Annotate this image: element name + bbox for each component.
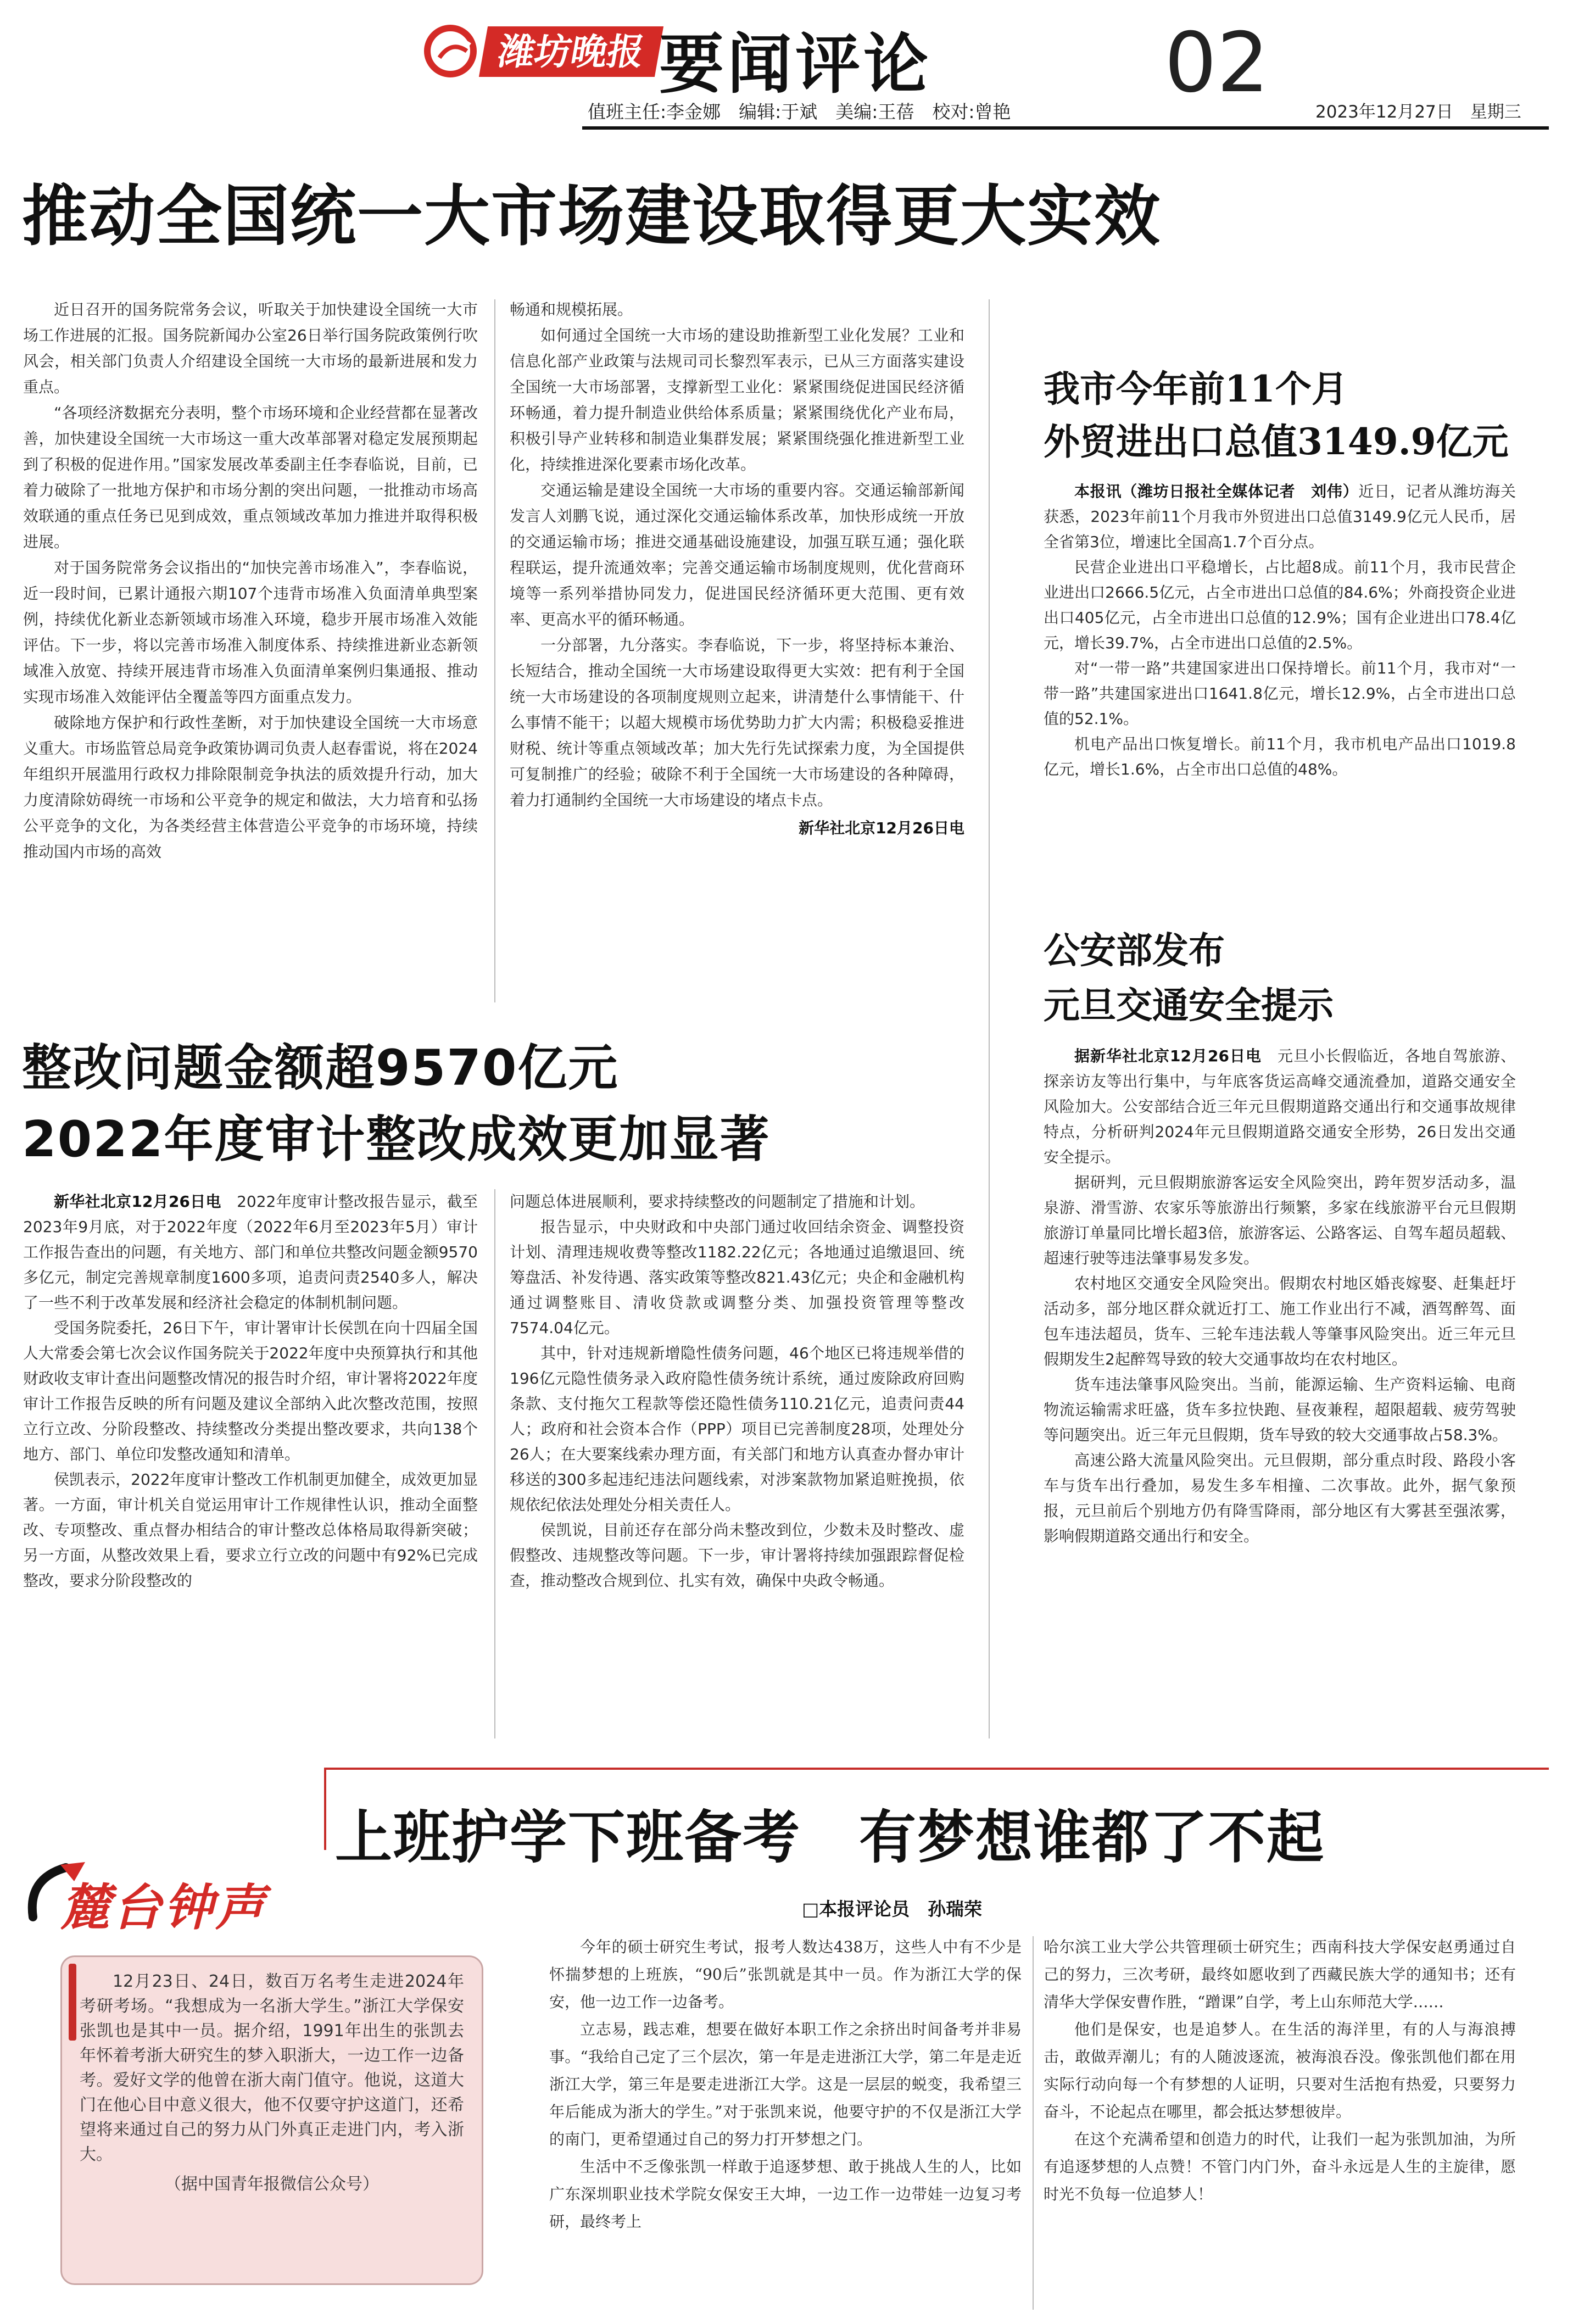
column-divider (494, 1189, 495, 1738)
police-paragraph: 据新华社北京12月26日电 元旦小长假临近，各地自驾旅游、探亲访友等出行集中，与年底客货运高峰交通流叠加，道路交通安全风险加大。公安部结合近三年元旦假期道路交通出行和交通事故规律特点，分析研判2024年元旦假期道路交通安全形势，26日发出交通安全提示。 (1044, 1047, 1516, 1166)
commentary-col-1 (549, 1933, 1022, 2236)
police-paragraph: 农村地区交通安全风险突出。假期农村地区婚丧嫁娶、赶集赶圩活动多，部分地区群众就近打工、施工作业出行不减，酒驾醉驾、面包车违法超员，货车、三轮车违法载人等肇事风险突出。近三年元旦假期发生2起醉驾导致的较大交通事故均在农村地区。 (1044, 1274, 1516, 1368)
audit-headline-line2: 2022年度审计整改成效更加显著 (22, 1111, 771, 1168)
lead-paragraph: 畅通和规模拓展。 (510, 300, 633, 319)
police-headline-line1: 公安部发布 (1044, 929, 1225, 972)
column-divider (1033, 1936, 1034, 2310)
police-paragraph: 据研判，元旦假期旅游客运安全风险突出，跨年贺岁活动多，温泉游、滑雪游、农家乐等旅游出行频繁，多家在线旅游平台元旦假期旅游订单量同比增长超3倍，旅游客运、公路客运、自驾车超员超载、超速行驶等违法肇事易发多发。 (1044, 1173, 1516, 1267)
column-divider (989, 299, 990, 1738)
trade-article (1044, 363, 1516, 782)
police-dateline: 据新华社北京12月26日电 (1074, 1047, 1262, 1065)
brand-logo (423, 21, 659, 81)
police-paragraph: 高速公路大流量风险突出。元旦假期，部分重点时段、路段小客车与货车出行叠加，易发生多车相撞、二次事故。此外，据气象预报，元旦前后个别地方仍有降雪降雨，部分地区有大雾甚至强浓雾，影响假期道路交通出行和安全。 (1044, 1451, 1516, 1545)
audit-paragraph: 侯凯说，目前还存在部分尚未整改到位，少数未及时整改、虚假整改、违规整改等问题。下一步，审计署将持续加强跟踪督促检查，推动整改合规到位、扎实有效，确保中央政令畅通。 (510, 1521, 964, 1590)
lead-headline: 推动全国统一大市场建设取得更大实效 (22, 179, 1161, 255)
commentary-paragraph: 生活中不乏像张凯一样敢于追逐梦想、敢于挑战人生的人，比如广东深圳职业技术学院女保安王大坤，一边工作一边带娃一边复习考研，最终考上 (549, 2158, 1022, 2231)
audit-paragraph: 报告显示，中央财政和中央部门通过收回结余资金、调整投资计划、清理违规收费等整改1182.22亿元；各地通过追缴退回、统筹盘活、补发待遇、落实政策等整改821.43亿元；央企和金融机构通过调整账目、清收贷款或调整分类、加强投资管理等整改7574.04亿元。 (510, 1218, 964, 1337)
lead-paragraph: “各项经济数据充分表明，整个市场环境和企业经营都在显著改善，加快建设全国统一大市场这一重大改革部署对稳定发展预期起到了积极的促进作用。”国家发展改革委副主任李春临说，目前，已着力破除了一批地方保护和市场分割的突出问题，一批推动市场高效联通的重点任务已见到成效，重点领域改革加力推进并取得积极进展。 (23, 404, 478, 551)
commentary-paragraph: 立志易，践志难，想要在做好本职工作之余挤出时间备考并非易事。“我给自己定了三个层次，第一年是走进浙江大学，第二年是走近浙江大学，第三年是要走进浙江大学。这是一层层的蜕变，我希望三年后能成为浙大的学生。”对于张凯来说，他要守护的不仅是浙江大学的南门，更希望通过自己的努力打开梦想之门。 (549, 2020, 1022, 2148)
commentary-headline: 上班护学下班备考 有梦想谁都了不起 (335, 1804, 1325, 1871)
trade-headline-line2: 外贸进出口总值3149.9亿元 (1044, 420, 1509, 463)
lead-col-1 (23, 297, 478, 865)
audit-paragraph: 受国务院委托，26日下午，审计署审计长侯凯在向十四届全国人大常委会第七次会议作国务院关于2022年度中央预算执行和其他财政收支审计查出问题整改情况的报告时介绍，审计署将2022年度审计工作报告反映的所有问题及建议全部纳入此次整改范围，按照立行立改、分阶段整改、持续整改分类提出整改要求，共向138个地方、部门、单位印发整改通知和清单。 (23, 1319, 478, 1463)
trade-paragraph: 民营企业进出口平稳增长，占比超8成。前11个月，我市民营企业进出口2666.5亿元，占全市进出口总值的84.6%；外商投资企业进出口405亿元，占全市进出口总值的12.9%；国有企业进出口78.4亿元，增长39.7%，占全市进出口总值的2.5%。 (1044, 558, 1516, 652)
trade-paragraph: 本报讯（潍坊日报社全媒体记者 刘伟）近日，记者从潍坊海关获悉，2023年前11个月我市外贸进出口总值3149.9亿元人民币，居全省第3位，增速比全国高1.7个百分点。 (1044, 482, 1516, 551)
audit-paragraph: 侯凯表示，2022年度审计整改工作机制更加健全，成效更加显著。一方面，审计机关自觉运用审计工作规律性认识，推动全面整改、专项整改、重点督办相结合的审计整改总体格局取得新突破；另一方面，从整改效果上看，要求立行立改的问题中有92%已完成整改，要求分阶段整改的 (23, 1470, 478, 1590)
sidebar-source: （据中国青年报微信公众号） (165, 2175, 379, 2194)
commentary-paragraph: 在这个充满希望和创造力的时代，让我们一起为张凯加油，为所有追逐梦想的人点赞！不管门内门外，奋斗永远是人生的主旋律，愿时光不负每一位追梦人！ (1044, 2130, 1516, 2203)
masthead-rule (582, 126, 1549, 130)
section-title: 要闻评论 (659, 26, 932, 102)
audit-col-1 (23, 1189, 478, 1593)
staff-line: 值班主任:李金娜 编辑:于斌 美编:王蓓 校对:曾艳 (588, 101, 1011, 122)
lead-paragraph: 对于国务院常务会议指出的“加快完善市场准入”，李春临说，近一段时间，已累计通报六期107个违背市场准入负面清单典型案例，持续优化新业态新领域市场准入环境，稳步开展市场准入效能评估。下一步，将以完善市场准入制度体系、持续推进新业态新领域准入放宽、持续开展违背市场准入负面清单案例归集通报、推动实现市场准入效能评估全覆盖等四方面重点发力。 (23, 559, 478, 706)
issue-date: 2023年12月27日 星期三 (1315, 102, 1521, 122)
lead-paragraph: 近日召开的国务院常务会议，听取关于加快建设全国统一大市场工作进展的汇报。国务院新闻办公室26日举行国务院政策例行吹风会，相关部门负责人介绍建设全国统一大市场的最新进展和发力重点。 (23, 300, 478, 396)
audit-headline (22, 1033, 978, 1175)
audit-dateline: 新华社北京12月26日电 (54, 1192, 221, 1211)
commentary-sidebar (60, 1955, 483, 2285)
police-article (1044, 923, 1516, 1549)
commentary-paragraph: 今年的硕士研究生考试，报考人数达438万，这些人中有不少是怀揣梦想的上班族，“90后”张凯就是其中一员。作为浙江大学的保安，他一边工作一边备考。 (549, 1938, 1022, 2011)
column-logo (22, 1857, 308, 1937)
lead-credit: 新华社北京12月26日电 (799, 819, 964, 837)
audit-paragraph: 新华社北京12月26日电 2022年度审计整改报告显示，截至2023年9月底，对于2022年度（2022年6月至2023年5月）审计工作报告查出的问题，有关地方、部门和单位共整改问题金额9570多亿元，制定完善规章制度1600多项，追责问责2540多人，解决了一些不利于改革发展和经济社会稳定的体制机制问题。 (23, 1192, 478, 1312)
masthead (0, 0, 1573, 135)
trade-paragraph: 机电产品出口恢复增长。前11个月，我市机电产品出口1019.8亿元，增长1.6%，占全市出口总值的48%。 (1044, 735, 1516, 778)
logo-swirl-icon (423, 24, 478, 79)
audit-paragraph: 问题总体进展顺利，要求持续整改的问题制定了措施和计划。 (510, 1192, 925, 1211)
page-number: 02 (1164, 15, 1269, 111)
commentary-frame-top (324, 1768, 1549, 1770)
trade-paragraph: 对“一带一路”共建国家进出口保持增长。前11个月，我市对“一带一路”共建国家进出口1641.8亿元，增长12.9%，占全市进出口总值的52.1%。 (1044, 659, 1516, 728)
trade-headline-line1: 我市今年前11个月 (1044, 367, 1348, 410)
lead-paragraph: 如何通过全国统一大市场的建设助推新型工业化发展？工业和信息化部产业政策与法规司司长黎烈军表示，已从三方面落实建设全国统一大市场部署，支撑新型工业化：紧紧围绕促进国民经济循环畅通，着力提升制造业供给体系质量；紧紧围绕优化产业布局，积极引导产业转移和制造业集群发展；紧紧围绕强化推进新型工业化，持续推进深化要素市场化改革。 (510, 326, 964, 473)
lead-paragraph: 破除地方保护和行政性垄断，对于加快建设全国统一大市场意义重大。市场监管总局竞争政策协调司负责人赵春雷说，将在2024年组织开展滥用行政权力排除限制竞争执法的质效提升行动，加大力度清除妨碍统一市场和公平竞争的规定和做法，大力培育和弘扬公平竞争的文化，为各类经营主体营造公平竞争的市场环境，持续推动国内市场的高效 (23, 714, 478, 861)
lead-col-2 (510, 297, 964, 838)
audit-headline-line1: 整改问题金额超9570亿元 (22, 1039, 619, 1097)
trade-dateline: 本报讯（潍坊日报社全媒体记者 刘伟） (1074, 482, 1359, 500)
sidebar-accent (69, 1964, 76, 2041)
commentary-frame-left (324, 1768, 326, 1850)
column-name: 麓台钟声 (60, 1879, 267, 1937)
audit-col-2 (510, 1189, 964, 1593)
police-headline-line2: 元旦交通安全提示 (1044, 984, 1334, 1027)
commentary-paragraph: 他们是保安，也是追梦人。在生活的海洋里，有的人与海浪搏击，敢做弄潮儿；有的人随波逐流，被海浪吞没。像张凯他们都在用实际行动向每一个有梦想的人证明，只要对生活抱有热爱，只要努力奋斗，不论起点在哪里，都会抵达梦想彼岸。 (1044, 2020, 1516, 2121)
lead-paragraph: 交通运输是建设全国统一大市场的重要内容。交通运输部新闻发言人刘鹏飞说，通过深化交通运输体系改革，加快形成统一开放的交通运输市场；推进交通基础设施建设，加强互联互通；强化联程联运，提升流通效率；完善交通运输市场制度规则，优化营商环境等一系列举措协同发力，促进国民经济循环更大范围、更有效率、更高水平的循环畅通。 (510, 481, 964, 628)
audit-paragraph: 其中，针对违规新增隐性债务问题，46个地区已将违规举借的196亿元隐性债务录入政府隐性债务统计系统，通过废除政府回购条款、支付拖欠工程款等偿还隐性债务110.21亿元，追责问责44人；政府和社会资本合作（PPP）项目已完善制度28项，处理处分26人；在大要案线索办理方面，有关部门和地方认真查办督办审计移送的300多起违纪违法问题线索，对涉案款物加紧追赃挽损，依规依纪依法处理处分相关责任人。 (510, 1344, 964, 1514)
brand-title: 潍坊晚报 (479, 26, 663, 77)
commentary-paragraph: 哈尔滨工业大学公共管理硕士研究生；西南科技大学保安赵勇通过自己的努力，三次考研，最终如愿收到了西藏民族大学的通知书；还有清华大学保安曹作胜，“蹭课”自学，考上山东师范大学…… (1044, 1938, 1516, 2011)
commentary-col-2 (1044, 1933, 1516, 2208)
commentary-byline: □本报评论员 孙瑞荣 (802, 1898, 983, 1920)
column-divider (494, 299, 495, 1002)
sidebar-text: 12月23日、24日，数百万名考生走进2024年考研考场。“我想成为一名浙大学生。”浙江大学保安张凯也是其中一员。据介绍，1991年出生的张凯去年怀着考浙大研究生的梦入职浙大，一边工作一边备考。爱好文学的他曾在浙大南门值守。他说，这道大门在他心目中意义很大，他不仅要守护这道门，还希望将来通过自己的努力从门外真正走进门内，考入浙大。 (80, 1972, 464, 2164)
lead-paragraph: 一分部署，九分落实。李春临说，下一步，将坚持标本兼治、长短结合，推动全国统一大市场建设取得更大实效：把有利于全国统一大市场建设的各项制度规则立起来，讲清楚什么事情能干、什么事情不能干；以超大规模市场优势助力扩大内需；积极稳妥推进财税、统计等重点领域改革；加大先行先试探索力度，为全国提供可复制推广的经验；破除不利于全国统一大市场建设的各种障碍，着力打通制约全国统一大市场建设的堵点卡点。 (510, 636, 964, 809)
police-paragraph: 货车违法肇事风险突出。当前，能源运输、生产资料运输、电商物流运输需求旺盛，货车多拉快跑、昼夜兼程，超限超载、疲劳驾驶等问题突出。近三年元旦假期，货车导致的较大交通事故占58.3%。 (1044, 1375, 1516, 1444)
